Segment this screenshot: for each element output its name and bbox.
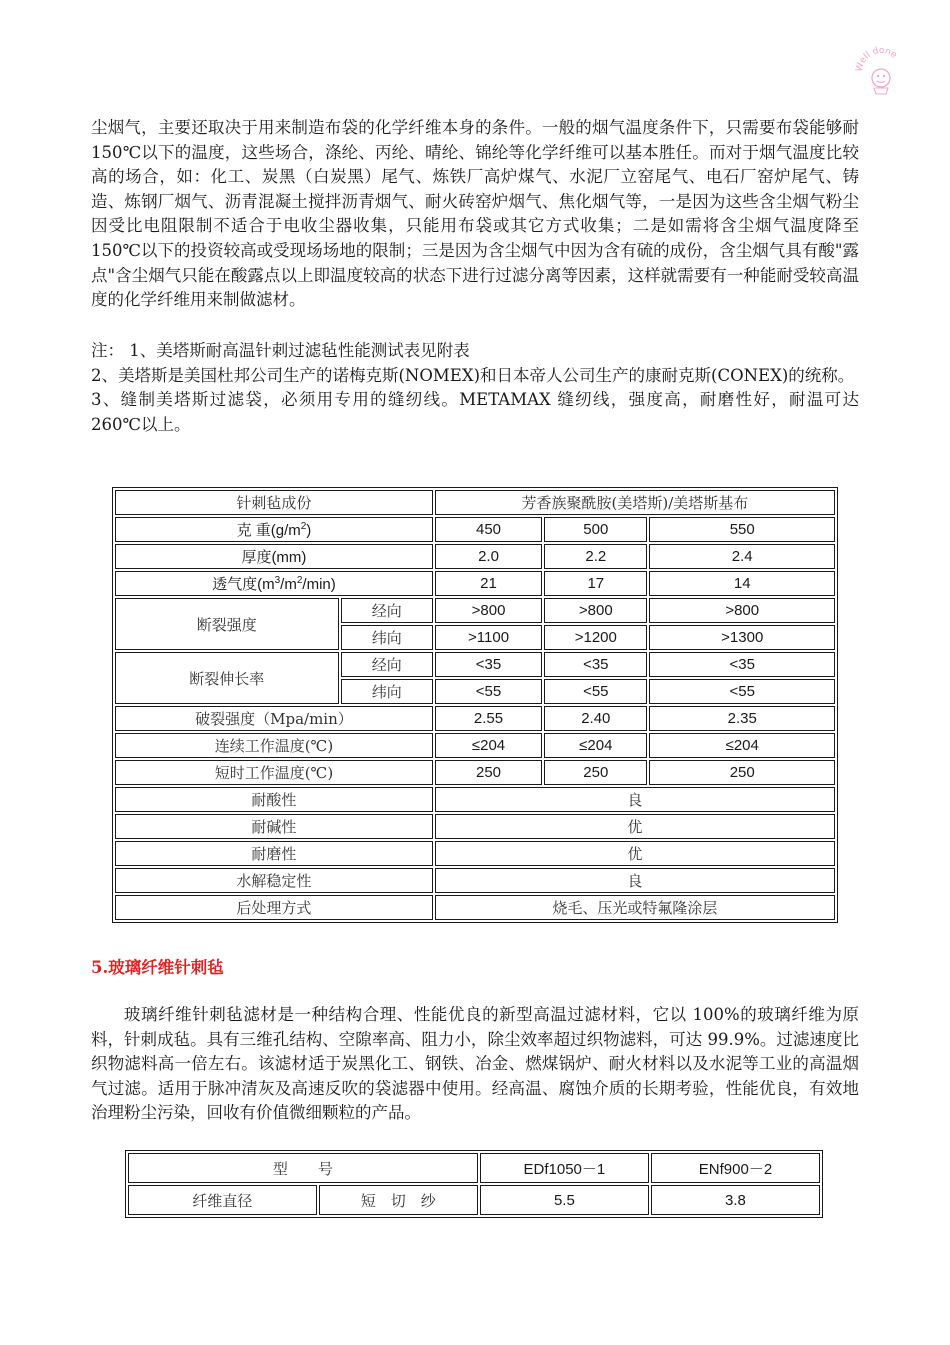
table-row	[115, 814, 835, 839]
thickness-label: 厚度(mm)	[115, 544, 433, 569]
table-row	[115, 544, 835, 569]
composition-label: 针刺毡成份	[115, 490, 433, 515]
finishing-value: 烧毛、压光或特氟隆涂层	[435, 895, 835, 920]
permeability-value: 21	[435, 571, 542, 596]
elongation-warp-value: <35	[649, 652, 835, 677]
short-temp-value: 250	[649, 760, 835, 785]
weight-value: 450	[435, 517, 542, 542]
alkali-resistance-value: 优	[435, 814, 835, 839]
table-row	[128, 1185, 820, 1215]
fiber-diameter-label: 纤维直径	[128, 1185, 317, 1215]
elongation-weft-value: <55	[435, 679, 542, 704]
breaking-weft-value: >1300	[649, 625, 835, 650]
hydrolysis-stability-value: 良	[435, 868, 835, 893]
table-row	[115, 787, 835, 812]
table-row	[128, 1153, 820, 1183]
weight-value: 550	[649, 517, 835, 542]
weft-label: 纬向	[341, 625, 433, 650]
permeability-value: 14	[649, 571, 835, 596]
glass-fiber-spec-table	[125, 1150, 823, 1218]
note-3: 3、缝制美塔斯过滤袋，必须用专用的缝纫线。METAMAX 缝纫线，强度高，耐磨性好，耐温可达 260℃以上。	[91, 390, 859, 434]
chopped-strand-label: 短 切 纱	[319, 1185, 478, 1215]
notes-section	[91, 339, 859, 437]
elongation-weft-value: <55	[649, 679, 835, 704]
permeability-value: 17	[544, 571, 647, 596]
table-row	[115, 895, 835, 920]
intro-paragraph: 尘烟气，主要还取决于用来制造布袋的化学纤维本身的条件。一般的烟气温度条件下，只需要布袋能够耐 150℃以下的温度，这些场合，涤纶、丙纶、晴纶、锦纶等化学纤维可以基本胜任。而对于烟气温度比较高的场合，如：化工、炭黑（白炭黑）尾气、炼铁厂高炉煤气、水泥厂立窑尾气、电石厂窑炉尾气、铸造、炼钢厂烟气、沥青混凝土搅拌沥青烟气、耐火砖窑炉烟气、焦化烟气等，一是因为这些含尘烟气粉尘因受比电阻限制不适合于电收尘器收集，只能用布袋或其它方式收集；二是如需将含尘烟气温度降至 150℃以下的投资较高或受现场场地的限制；三是因为含尘烟气中因为含有硫的成份，含尘烟气具有酸"露点"含尘烟气只能在酸露点以上即温度较高的状态下进行过滤分离等因素，这样就需要有一种能耐受较高温度的化学纤维用来制做滤材。	[91, 118, 859, 310]
weight-label: 克 重$(g/m^2)$	[115, 517, 433, 542]
continuous-temp-label: 连续工作温度(℃)	[115, 733, 433, 758]
metamax-properties-table	[112, 487, 838, 923]
table-row	[115, 733, 835, 758]
table-row	[115, 706, 835, 731]
weft-label: 纬向	[341, 679, 433, 704]
section-heading: 5.玻璃纤维针刺毡	[91, 958, 224, 977]
thickness-value: 2.4	[649, 544, 835, 569]
acid-resistance-label: 耐酸性	[115, 787, 433, 812]
table-row	[115, 490, 835, 515]
acid-resistance-value: 良	[435, 787, 835, 812]
permeability-label: 透气度$(m^3/m^2/\min)$	[115, 571, 433, 596]
logo-text: Well done	[854, 45, 899, 73]
table-row	[115, 571, 835, 596]
finishing-label: 后处理方式	[115, 895, 433, 920]
short-temp-value: 250	[544, 760, 647, 785]
abrasion-resistance-label: 耐磨性	[115, 841, 433, 866]
burst-strength-label: 破裂强度（Mpa/min）	[115, 706, 433, 731]
continuous-temp-value: ≤204	[649, 733, 835, 758]
table-row	[115, 841, 835, 866]
hydrolysis-stability-label: 水解稳定性	[115, 868, 433, 893]
continuous-temp-value: ≤204	[544, 733, 647, 758]
table-row	[115, 598, 835, 623]
breaking-strength-label: 断裂强度	[115, 598, 339, 650]
glass-fiber-section	[91, 1003, 859, 1126]
table-row	[115, 517, 835, 542]
table-row	[115, 868, 835, 893]
continuous-temp-value: ≤204	[435, 733, 542, 758]
fiber-diameter-value: 3.8	[651, 1185, 820, 1215]
elongation-warp-value: <35	[544, 652, 647, 677]
elongation-weft-value: <55	[544, 679, 647, 704]
glass-fiber-paragraph: 玻璃纤维针刺毡滤材是一种结构合理、性能优良的新型高温过滤材料，它以 100%的玻璃纤维为原料，针刺成毡。具有三维孔结构、空隙率高、阻力小，除尘效率超过织物滤料，可达 99.9%。过滤速度比织物滤料高一倍左右。该滤材适于炭黑化工、钢铁、冶金、燃煤锅炉、耐火材料以及水泥等工业的高温烟气过滤。适用于脉冲清灰及高速反吹的袋滤器中使用。经高温、腐蚀介质的长期考验，性能优良，有效地治理粉尘污染，回收有价值微细颗粒的产品。	[91, 1005, 859, 1123]
well-done-logo	[852, 42, 910, 100]
breaking-weft-value: >1100	[435, 625, 542, 650]
note-1: 注： 1、美塔斯耐高温针刺过滤毡性能测试表见附表	[91, 341, 470, 360]
breaking-warp-value: >800	[544, 598, 647, 623]
model-value: EDf1050－1	[480, 1153, 649, 1183]
intro-section	[91, 116, 859, 313]
warp-label: 经向	[341, 652, 433, 677]
breaking-weft-value: >1200	[544, 625, 647, 650]
burst-strength-value: 2.55	[435, 706, 542, 731]
short-temp-label: 短时工作温度(℃)	[115, 760, 433, 785]
short-temp-value: 250	[435, 760, 542, 785]
weight-value: 500	[544, 517, 647, 542]
table-row	[115, 760, 835, 785]
model-value: ENf900－2	[651, 1153, 820, 1183]
model-label: 型 号	[128, 1153, 478, 1183]
burst-strength-value: 2.35	[649, 706, 835, 731]
warp-label: 经向	[341, 598, 433, 623]
elongation-label: 断裂伸长率	[115, 652, 339, 704]
table-row	[115, 652, 835, 677]
note-2: 2、美塔斯是美国杜邦公司生产的诺梅克斯(NOMEX)和日本帝人公司生产的康耐克斯(CONEX)的统称。	[91, 365, 855, 385]
elongation-warp-value: <35	[435, 652, 542, 677]
breaking-warp-value: >800	[435, 598, 542, 623]
alkali-resistance-label: 耐碱性	[115, 814, 433, 839]
abrasion-resistance-value: 优	[435, 841, 835, 866]
burst-strength-value: 2.40	[544, 706, 647, 731]
thickness-value: 2.0	[435, 544, 542, 569]
breaking-warp-value: >800	[649, 598, 835, 623]
composition-value: 芳香族聚酰胺(美塔斯)/美塔斯基布	[435, 490, 835, 515]
thickness-value: 2.2	[544, 544, 647, 569]
fiber-diameter-value: 5.5	[480, 1185, 649, 1215]
